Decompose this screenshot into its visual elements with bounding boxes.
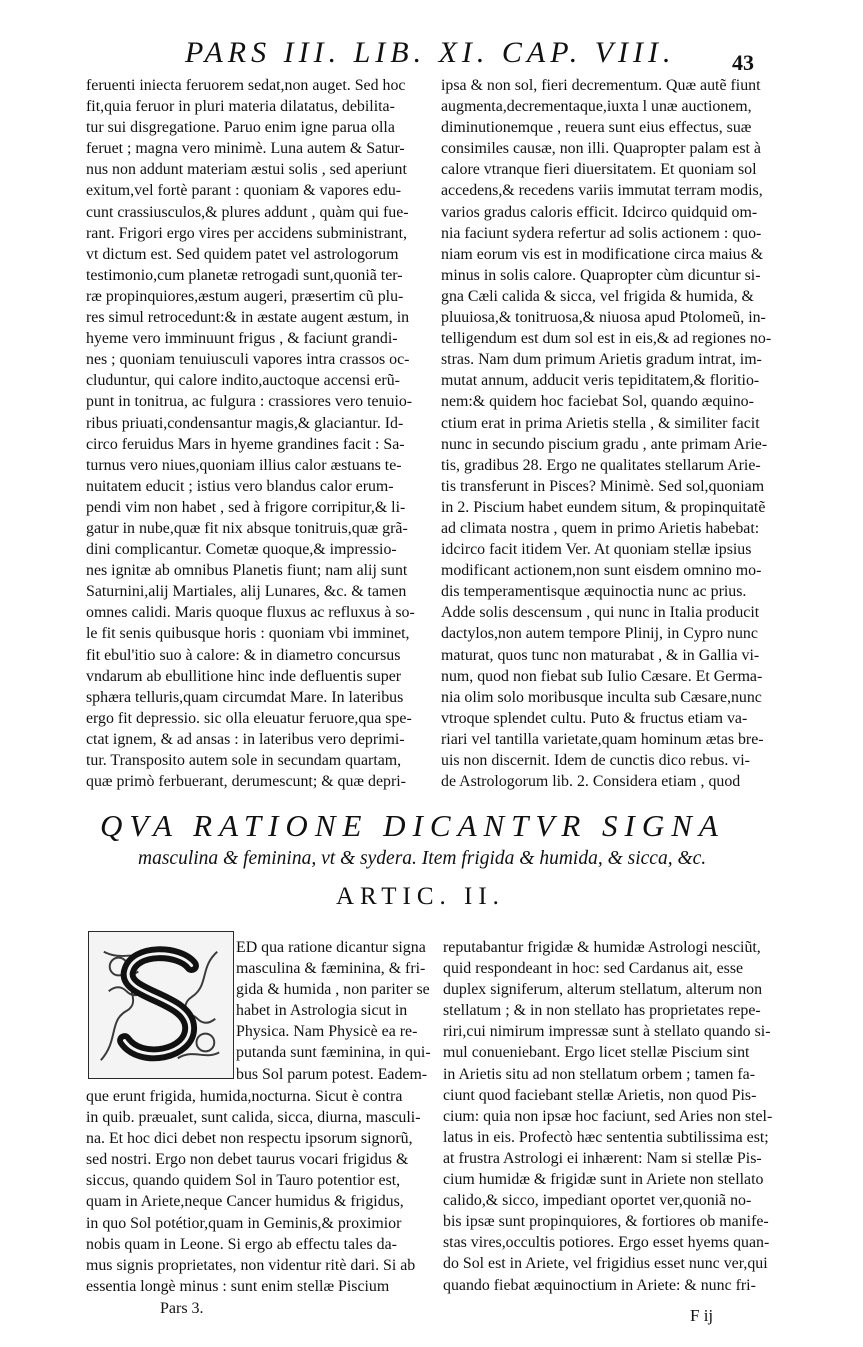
- text-line: vndarum ab ebullitione hinc inde defluentis super: [86, 667, 402, 685]
- text-line: num, quod non fiebat sub Iulio Cæsare. Et Germa-: [441, 667, 763, 685]
- text-line: punt in tonitrua, ac fulgura : crassiores vero tenuio-: [86, 393, 413, 411]
- page-number: 43: [732, 50, 754, 75]
- text-line: pluuiosa,& tonitruosa,& niuosa apud Ptolomeũ, in-: [441, 309, 766, 327]
- text-line: telligendum est dum sol est in eis,& ad regiones no-: [441, 330, 772, 348]
- signature-mark: Pars 3.: [160, 1300, 204, 1317]
- article-label: ARTIC. II.: [336, 883, 505, 910]
- text-line: siccus, quando quidem Sol in Tauro potentior est,: [86, 1172, 401, 1190]
- text-line: gida & humida , non pariter se: [236, 981, 430, 999]
- text-line: dactylos,non autem tempore Plinij, in Cypro nunc: [441, 625, 758, 643]
- text-line: stellatum ; & in non stellato has proprietates repe-: [443, 1002, 761, 1020]
- text-line: nia faciunt sydera refertur ad solis actionem : quo-: [441, 224, 762, 242]
- text-line: idcirco facit itidem Ver. At quoniam stellæ ipsius: [441, 541, 752, 559]
- section-subheading: masculina & feminina, vt & sydera. Item frigida & humida, & sicca, &c.: [138, 848, 707, 869]
- text-line: stas vires,occultis potiores. Ergo esset hyems quan-: [443, 1234, 770, 1252]
- text-line: nia olim solo moribusque inculta sub Cæsare,nunc: [441, 688, 762, 706]
- text-line: ED qua ratione dicantur signa: [236, 939, 426, 956]
- text-line: mutat annum, adducit veris tepiditatem,& floritio-: [441, 372, 760, 390]
- text-line: fit,quia feruor in pluri materia dilatatus, debilita-: [86, 98, 395, 116]
- text-line: maturat, quos tunc non maturabat , & in Gallia vi-: [441, 646, 760, 664]
- text-line: de Astrologorum lib. 2. Considera etiam , quod: [441, 773, 741, 791]
- text-line: quæ primò ferbuerant, derumescunt; & quæ depri-: [86, 773, 406, 791]
- left-column-top: [86, 75, 434, 795]
- text-line: Physica. Nam Physicè ea re-: [236, 1023, 418, 1041]
- text-line: masculina & fæminina, & fri-: [236, 960, 426, 978]
- text-line: dis temperamentisque æquinoctia nunc ac prius.: [441, 583, 747, 601]
- text-line: nuitatem educit ; istius vero blandus calor erum-: [86, 477, 394, 495]
- left-column-bottom: [86, 1086, 436, 1298]
- text-line: cium: quia non ipsæ hoc faciunt, sed Aries non stel-: [443, 1107, 773, 1125]
- text-line: nobis quam in Leone. Si ergo ab effectu tales da-: [86, 1235, 397, 1253]
- text-line: ad climata nostra , quem in primo Arietis habebat:: [441, 519, 760, 537]
- text-line: [86, 792, 434, 795]
- text-line: gna Cæli calida & sicca, vel frigida & humida, &: [441, 287, 754, 305]
- text-line: res simul retrocedunt:& in æstate augent æstum, in: [86, 309, 410, 327]
- text-line: circo feruidus Mars in hyeme grandines facit : Sa-: [86, 435, 405, 453]
- text-line: rant. Frigori ergo vires per accidens subministrant,: [86, 224, 407, 242]
- text-line: accedens,& recedens variis immutat terram modis,: [441, 182, 763, 200]
- text-line: ergo fit depressio. sic olla eleuatur feruore,qua spe-: [86, 709, 412, 727]
- text-line: calido,& sicco, impediant oportet ver,quoniã no-: [443, 1192, 752, 1210]
- text-line: ciunt quod faciebant stellæ Arietis, non quod Pis-: [443, 1086, 757, 1104]
- text-line: na. Et hoc dici debet non respectu ipsorum signorũ,: [86, 1130, 413, 1148]
- text-line: ræ propinquiores,æstum augeri, præsertim cũ plu-: [86, 287, 404, 305]
- text-line: consimiles causæ, non illi. Quapropter palam est à: [441, 140, 761, 158]
- text-line: sed nostri. Ergo non debet taurus vocari frigidus &: [86, 1151, 409, 1169]
- text-line: ctium erat in prima Arietis stella , & similiter facit: [441, 414, 760, 432]
- text-line: in Arietis situ ad non stellatum orbem ; tamen fa-: [443, 1065, 756, 1083]
- text-line: fit ebul'itio suo à calore: & in diametro concursus: [86, 646, 401, 664]
- text-line: bus Sol parum potest. Eadem-: [236, 1065, 428, 1083]
- left-column-beside-initial: [236, 937, 436, 1087]
- text-line: quid respondeant in hoc: sed Cardanus ait, esse: [443, 960, 744, 978]
- text-line: tis transferunt in Pisces? Minimè. Sed sol,quoniam: [441, 477, 765, 495]
- text-line: nem:& quidem hoc faciebat Sol, quando æquino-: [441, 393, 754, 411]
- text-line: dini complicantur. Cometæ quoque,& impressio-: [86, 541, 397, 559]
- text-line: reputabantur frigidæ & humidæ Astrologi nesciũt,: [443, 939, 761, 956]
- text-line: in 2. Piscium habet eundem situm, & propinquitatẽ: [441, 498, 766, 516]
- text-line: quando fiebat æquinoctium in Ariete: & nunc fri-: [443, 1276, 756, 1294]
- text-line: turnus vero niues,quoniam illius calor æstuans te-: [86, 456, 402, 474]
- text-line: cunt crassiusculos,& plures addunt , quàm qui fue-: [86, 203, 409, 221]
- text-line: at frustra Astrologi ei inhærent: Nam si stellæ Pis-: [443, 1149, 762, 1167]
- text-line: nes ; quoniam tenuiusculi vapores intra crassos oc-: [86, 351, 410, 369]
- running-head: PARS III. LIB. XI. CAP. VIII.: [185, 36, 676, 69]
- text-line: [441, 792, 787, 795]
- text-line: ctat ignem, & ad ansas : in lateribus vero deprimi-: [86, 730, 405, 748]
- text-line: mul conueniebant. Ergo licet stellæ Piscium sint: [443, 1044, 750, 1062]
- text-line: [86, 1297, 436, 1298]
- text-line: tis, gradibus 28. Ergo ne qualitates stellarum Arie-: [441, 456, 761, 474]
- text-line: cluduntur, qui calore indito,auctoque accensi erũ-: [86, 372, 400, 390]
- text-line: testimonio,cum planetæ retrogadi sunt,quoniã ter-: [86, 266, 403, 284]
- text-line: hyeme vero imminuunt frigus , & faciunt grandi-: [86, 330, 398, 348]
- text-line: pendi vim non habet , sed à frigore corripitur,& li-: [86, 498, 406, 516]
- decorated-initial-s-icon: [88, 931, 234, 1079]
- text-line: nus non addunt materiam æstui solis , sed aperiunt: [86, 161, 407, 179]
- text-line: niam eorum vis est in modificatione circa maius &: [441, 245, 764, 263]
- text-line: in quib. præualet, sunt calida, sicca, diurna, masculi-: [86, 1109, 421, 1127]
- text-line: uis non discernit. Idem de cunctis dico rebus. vi-: [441, 752, 750, 769]
- text-line: stras. Nam dum primum Arietis gradum intrat, im-: [441, 351, 762, 369]
- text-line: habet in Astrologia sicut in: [236, 1002, 408, 1020]
- text-line: tur. Transposito autem sole in secundam quartam,: [86, 752, 402, 769]
- right-column-top: [441, 75, 787, 795]
- text-line: exitum,vel fortè parant : quoniam & vapores edu-: [86, 182, 402, 200]
- right-column-bottom: [443, 937, 787, 1295]
- text-line: latus in eis. Profectò hæc sententia subtilissima est;: [443, 1128, 769, 1146]
- text-line: essentia longè minus : sunt enim stellæ Piscium: [86, 1277, 390, 1295]
- text-line: riri,cui nimirum impressæ sunt à stellato quando si-: [443, 1023, 771, 1041]
- text-line: tur sui disgregatione. Paruo enim igne parua olla: [86, 119, 395, 137]
- text-line: Saturnini,alij Martiales, alij Lunares, &c. & tamen: [86, 583, 407, 601]
- text-line: nes ignitæ ab omnibus Planetis fiunt; nam alij sunt: [86, 562, 408, 580]
- text-line: calore vtranque fieri diuersitatem. Et quoniam sol: [441, 161, 757, 179]
- text-line: do Sol est in Ariete, vel frigidius esset nunc ver,qui: [443, 1255, 768, 1273]
- text-line: le fit senis quibusque horis : quoniam vbi imminet,: [86, 625, 410, 643]
- text-line: ribus priuati,condensantur magis,& glaciantur. Id-: [86, 414, 404, 432]
- text-line: modificant actionem,non sunt eisdem omnino mo-: [441, 562, 762, 580]
- gathering-mark: F ij: [690, 1306, 714, 1325]
- text-line: vt dictum est. Sed quidem patet vel astrologorum: [86, 245, 399, 263]
- text-line: bis ipsæ sunt propinquiores, & fortiores ob manife-: [443, 1213, 769, 1231]
- text-line: varios gradus caloris efficit. Idcirco quidquid om-: [441, 203, 758, 221]
- text-line: riari vel tantilla varietate,quam hominum ætas bre-: [441, 730, 764, 748]
- text-line: putanda sunt fæminina, in qui-: [236, 1044, 431, 1062]
- text-line: omnes calidi. Maris quoque fluxus ac refluxus à so-: [86, 604, 415, 622]
- text-line: mus signis proprietates, non videntur ritè dari. Si ab: [86, 1256, 416, 1274]
- text-line: gatur in nube,quæ fit nix absque tonitruis,quæ grã-: [86, 519, 408, 537]
- text-line: minus in solis calore. Quapropter cùm dicuntur si-: [441, 266, 761, 284]
- text-line: vtroque splendet cultu. Puto & fructus etiam va-: [441, 709, 748, 727]
- text-line: cium humidæ & frigidæ sunt in Ariete non stellato: [443, 1171, 764, 1189]
- text-line: que erunt frigida, humida,nocturna. Sicut è contra: [86, 1088, 403, 1105]
- text-line: quam in Ariete,neque Cancer humidus & frigidus,: [86, 1193, 404, 1211]
- text-line: feruet ; magna vero minimè. Luna autem & Satur-: [86, 140, 405, 158]
- text-line: nunc in secundo piscium gradu , ante primam Arie-: [441, 435, 768, 453]
- section-heading: QVA RATIONE DICANTVR SIGNA: [100, 808, 725, 843]
- text-line: in quo Sol potétior,quam in Geminis,& proximior: [86, 1214, 402, 1232]
- text-line: Adde solis descensum , qui nunc in Italia producit: [441, 604, 760, 622]
- text-line: diminutionemque , reuera sunt eius effectus, suæ: [441, 119, 752, 137]
- text-line: ipsa & non sol, fieri decrementum. Quæ autẽ fiunt: [441, 77, 761, 94]
- text-line: augmenta,decrementaque,iuxta l unæ auctionem,: [441, 98, 752, 116]
- text-line: duplex signiferum, alterum stellatum, alterum non: [443, 981, 763, 999]
- text-line: sphæra telluris,quam circumdat Mare. In lateribus: [86, 688, 404, 706]
- text-line: feruenti iniecta feruorem sedat,non auget. Sed hoc: [86, 77, 406, 94]
